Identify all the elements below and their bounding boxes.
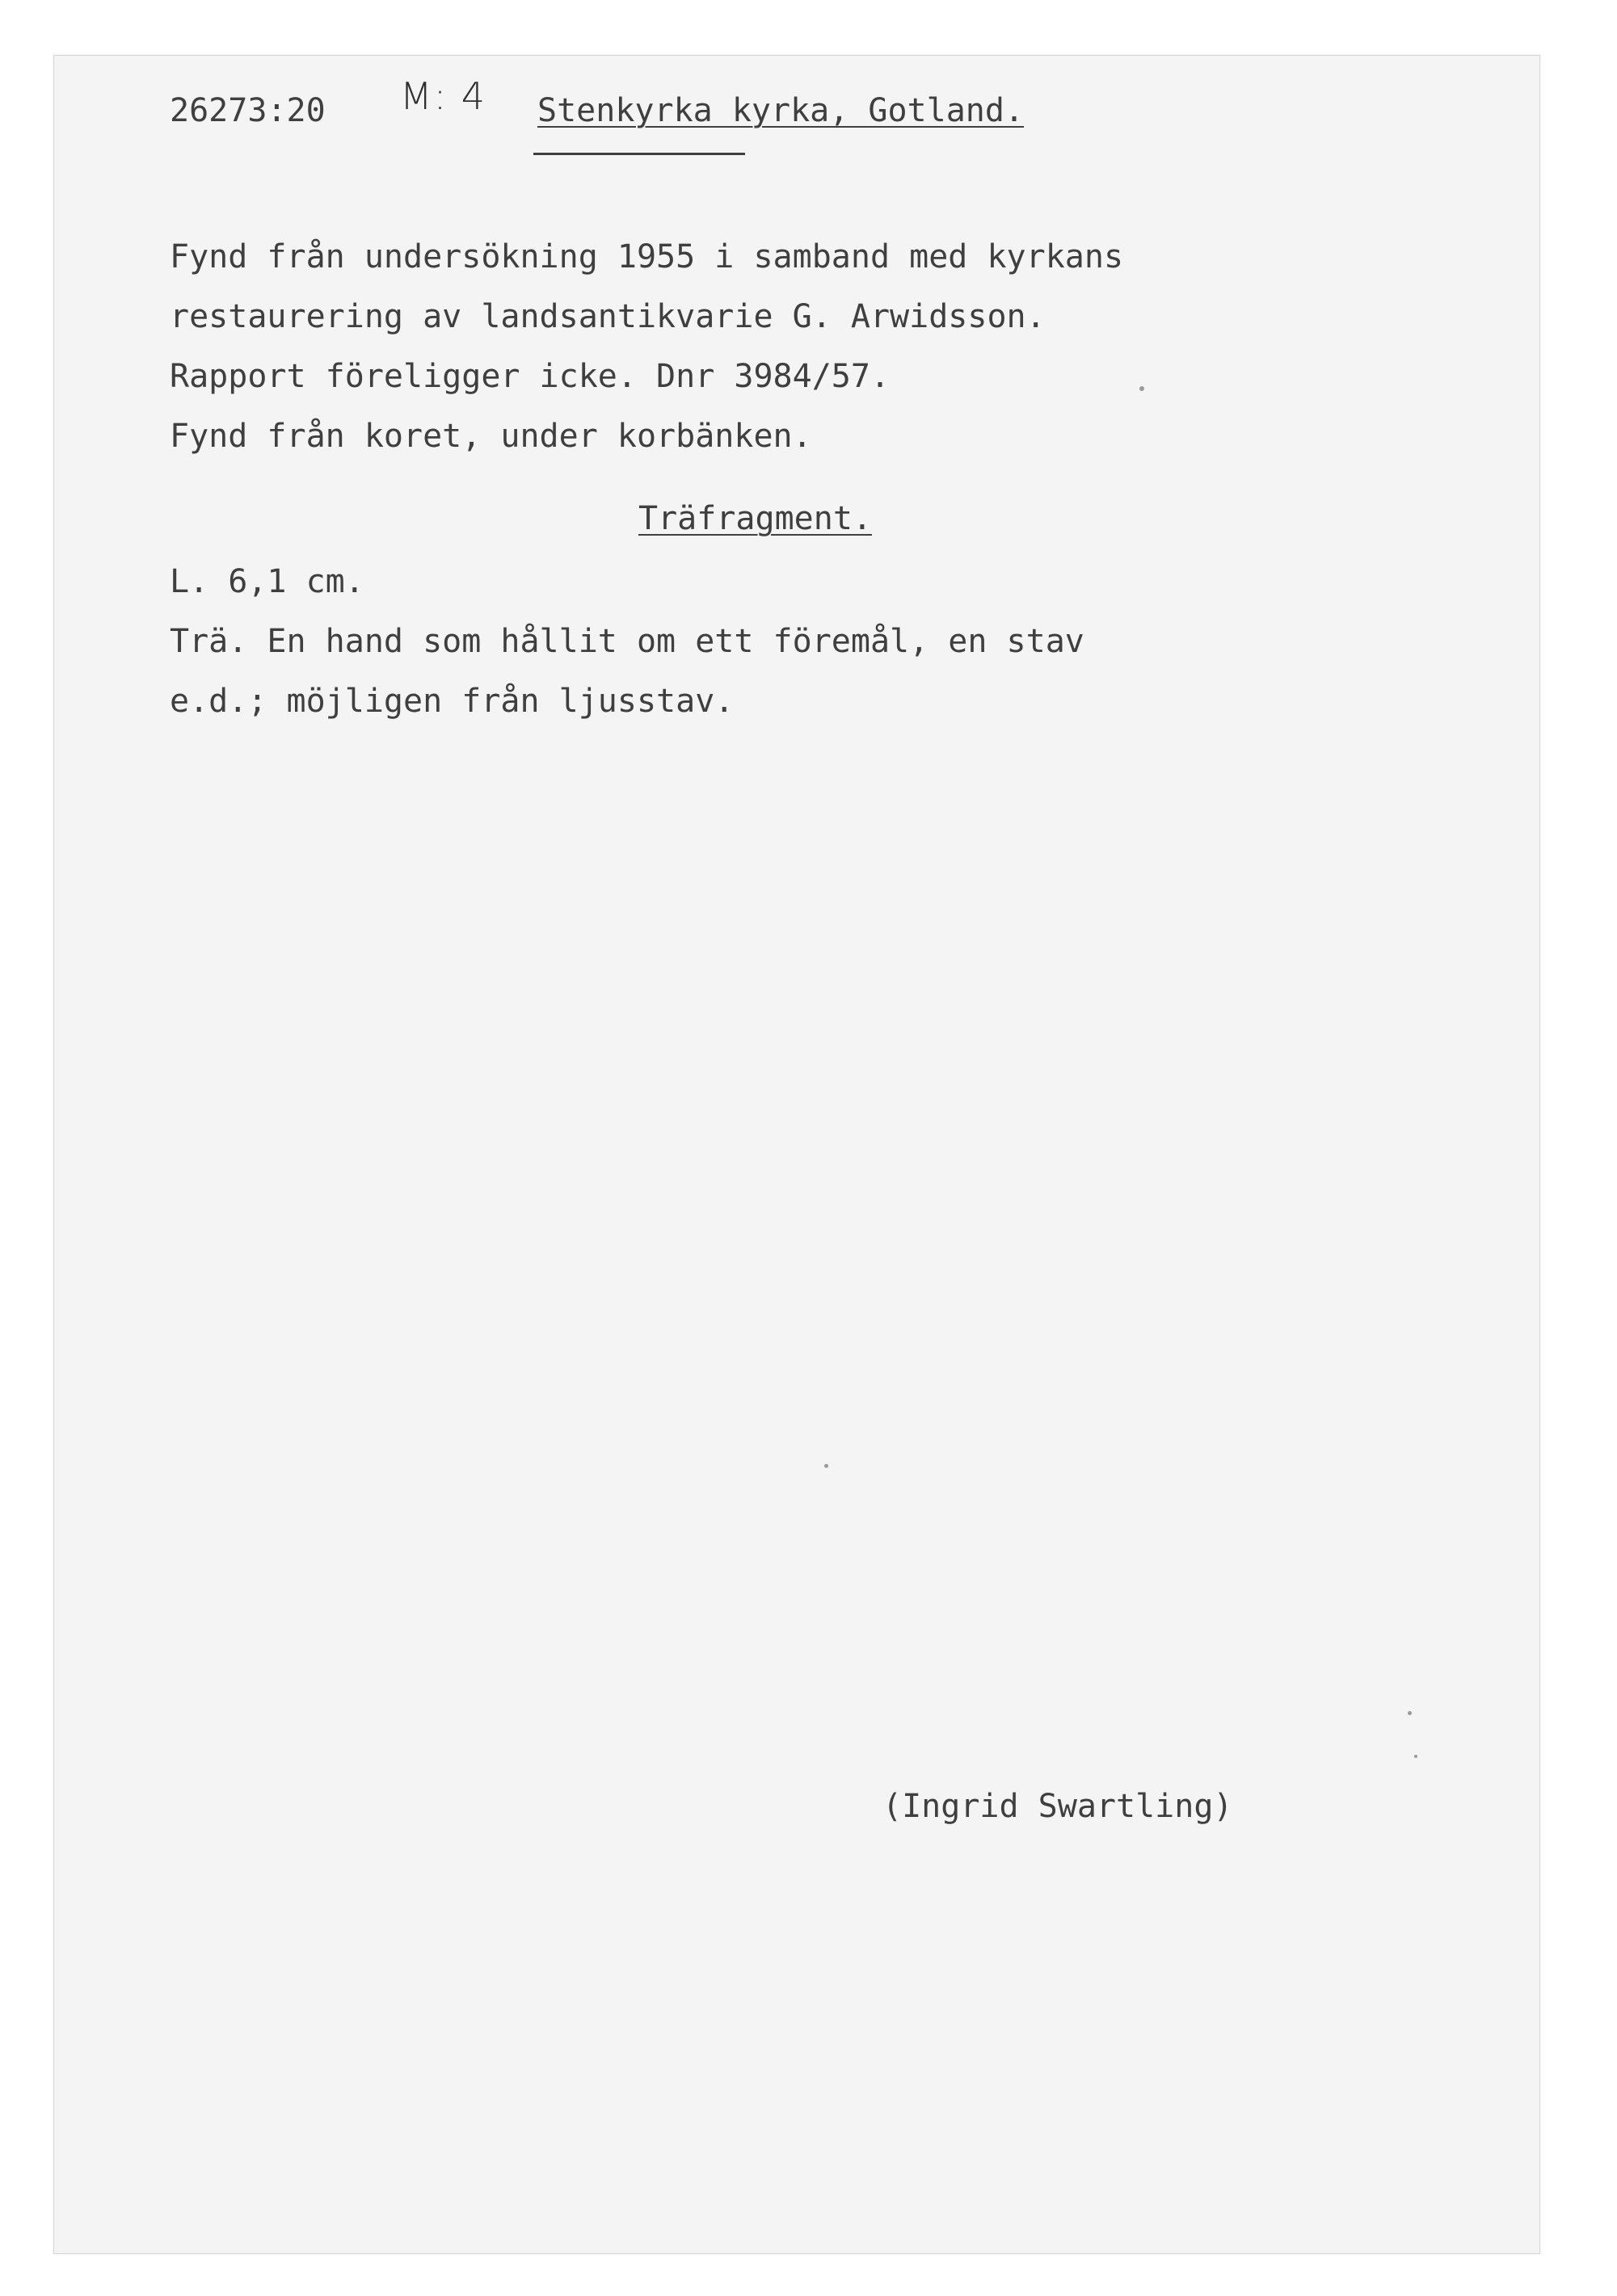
intro-line: Fynd från undersökning 1955 i samband med kyrkans (170, 238, 1124, 275)
signature: (Ingrid Swartling) (882, 1788, 1233, 1825)
description-line: Trä. En hand som hållit om ett föremål, en stav (170, 623, 1084, 660)
title-rule (533, 153, 745, 155)
paper-speck (1414, 1755, 1417, 1758)
intro-line: Fynd från koret, under korbänken. (170, 418, 812, 455)
site-title: Stenkyrka kyrka, Gotland. (537, 92, 1025, 129)
object-measure: L. 6,1 cm. (170, 563, 364, 600)
paper-speck (824, 1464, 828, 1468)
paper-speck (1408, 1711, 1412, 1715)
intro-line: Rapport föreligger icke. Dnr 3984/57. (170, 358, 891, 395)
catalog-number: 26273:20 (170, 92, 326, 129)
paper-speck (1139, 386, 1144, 391)
description-line: e.d.; möjligen från ljusstav. (170, 683, 735, 720)
intro-line: restaurering av landsantikvarie G. Arwidsson. (170, 298, 1046, 335)
handwritten-mark: M: 4 (400, 74, 487, 118)
object-heading: Träfragment. (638, 500, 872, 537)
